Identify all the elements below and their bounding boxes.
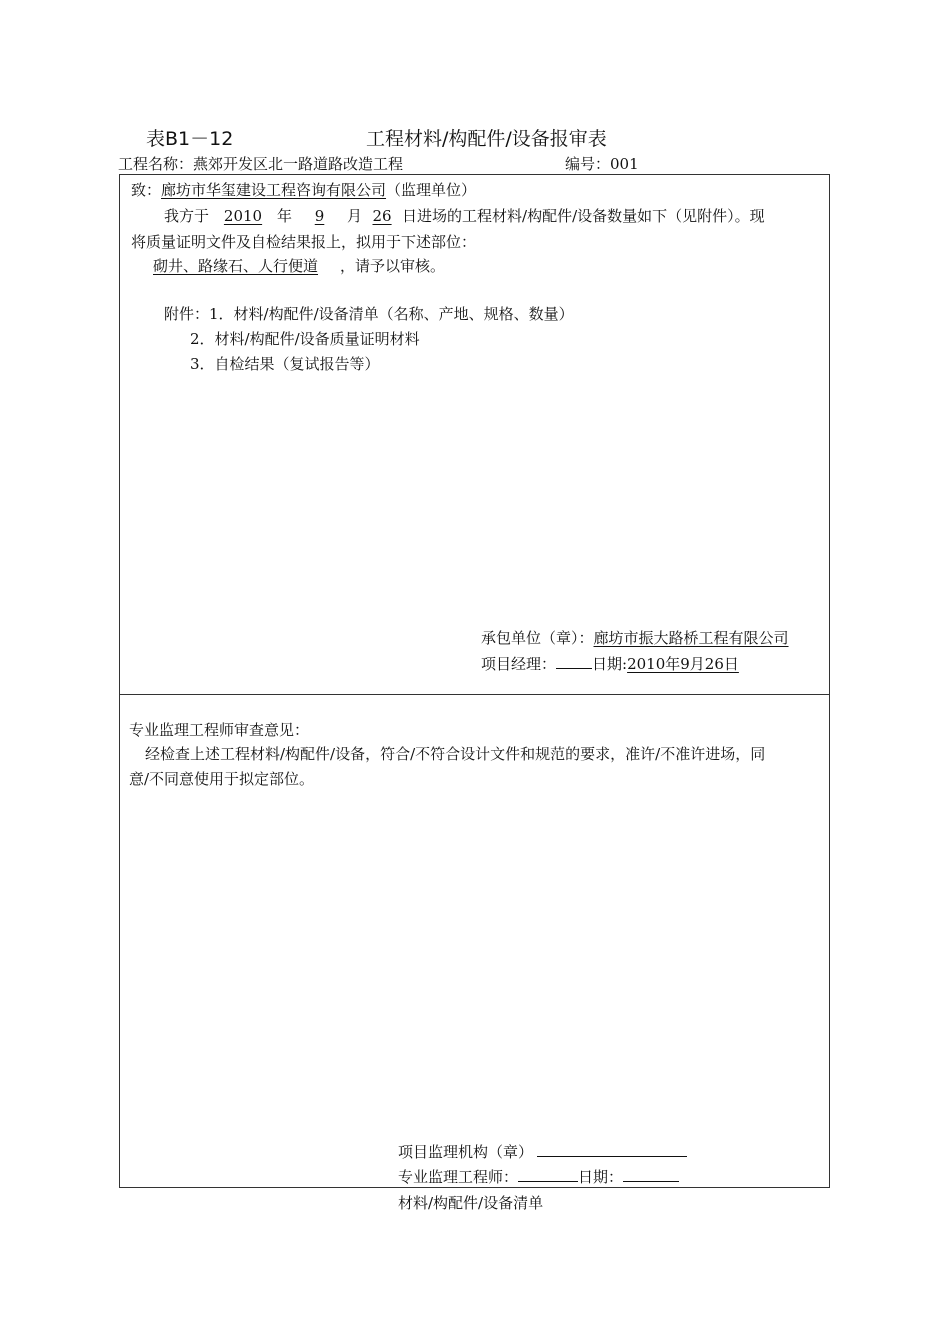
manager-label: 项目经理：: [481, 655, 557, 673]
contractor-line: [481, 627, 789, 648]
attachment-1: 附件：1．材料/构配件/设备清单（名称、产地、规格、数量）: [164, 305, 574, 323]
engineer-date-line: [398, 1166, 679, 1187]
contractor-name: 廊坊市振大路桥工程有限公司: [593, 629, 789, 647]
review-date-label: 日期：: [578, 1168, 624, 1186]
date-label: 日期:: [592, 655, 628, 673]
addressee-suffix: （监理单位）: [386, 181, 477, 199]
supervision-org-label: 项目监理机构（章）: [398, 1143, 534, 1161]
month-unit: 月: [347, 207, 363, 225]
submission-section: [119, 174, 830, 695]
review-section: [119, 694, 830, 1188]
project-name: 工程名称：燕郊开发区北一路道路改造工程: [118, 155, 404, 173]
engineer-label: 专业监理工程师：: [398, 1168, 519, 1186]
quality-doc-line: 将质量证明文件及自检结果报上，拟用于下述部位：: [131, 233, 477, 251]
year-unit: 年: [277, 207, 293, 225]
addressee-prefix: 致：: [131, 181, 162, 199]
arrival-month: 9: [314, 207, 325, 225]
addressee-line: [131, 179, 476, 200]
usage-location: 砌井、路缘石、人行便道: [153, 257, 319, 275]
list-caption: 材料/构配件/设备清单: [398, 1194, 544, 1212]
form-code: 表B1－12: [146, 128, 234, 150]
attachment-2: 2．材料/构配件/设备质量证明材料: [190, 330, 420, 348]
opinion-label: 专业监理工程师审查意见：: [129, 721, 310, 739]
arrival-text-1: 我方于: [164, 207, 210, 225]
attachment-3: 3．自检结果（复试报告等）: [190, 355, 380, 373]
location-line: [131, 255, 445, 276]
manager-signature-blank[interactable]: [556, 654, 592, 669]
review-date-blank[interactable]: [623, 1167, 679, 1182]
supervision-org-blank[interactable]: [537, 1142, 687, 1157]
supervision-org-line: [398, 1141, 687, 1162]
arrival-year: 2010: [223, 207, 263, 225]
contractor-label: 承包单位（章）：: [481, 629, 594, 647]
arrival-day: 26: [372, 207, 392, 225]
form-number: 编号：001: [565, 155, 639, 173]
manager-date-line: [481, 653, 739, 674]
arrival-line: [164, 205, 765, 226]
arrival-text-2: 日进场的工程材料/构配件/设备数量如下（见附件）。现: [402, 207, 765, 225]
location-suffix: ，请予以审核。: [340, 257, 446, 275]
opinion-line-2: 意/不同意使用于拟定部位。: [129, 770, 315, 788]
engineer-signature-blank[interactable]: [518, 1167, 578, 1182]
form-title: 工程材料/构配件/设备报审表: [366, 128, 607, 150]
opinion-line-1: 经检查上述工程材料/构配件/设备，符合/不符合设计文件和规范的要求，准许/不准许进场，同: [145, 745, 766, 763]
supervision-company: 廊坊市华玺建设工程咨询有限公司: [161, 181, 387, 199]
submission-date: 2010年9月26日: [627, 655, 739, 673]
